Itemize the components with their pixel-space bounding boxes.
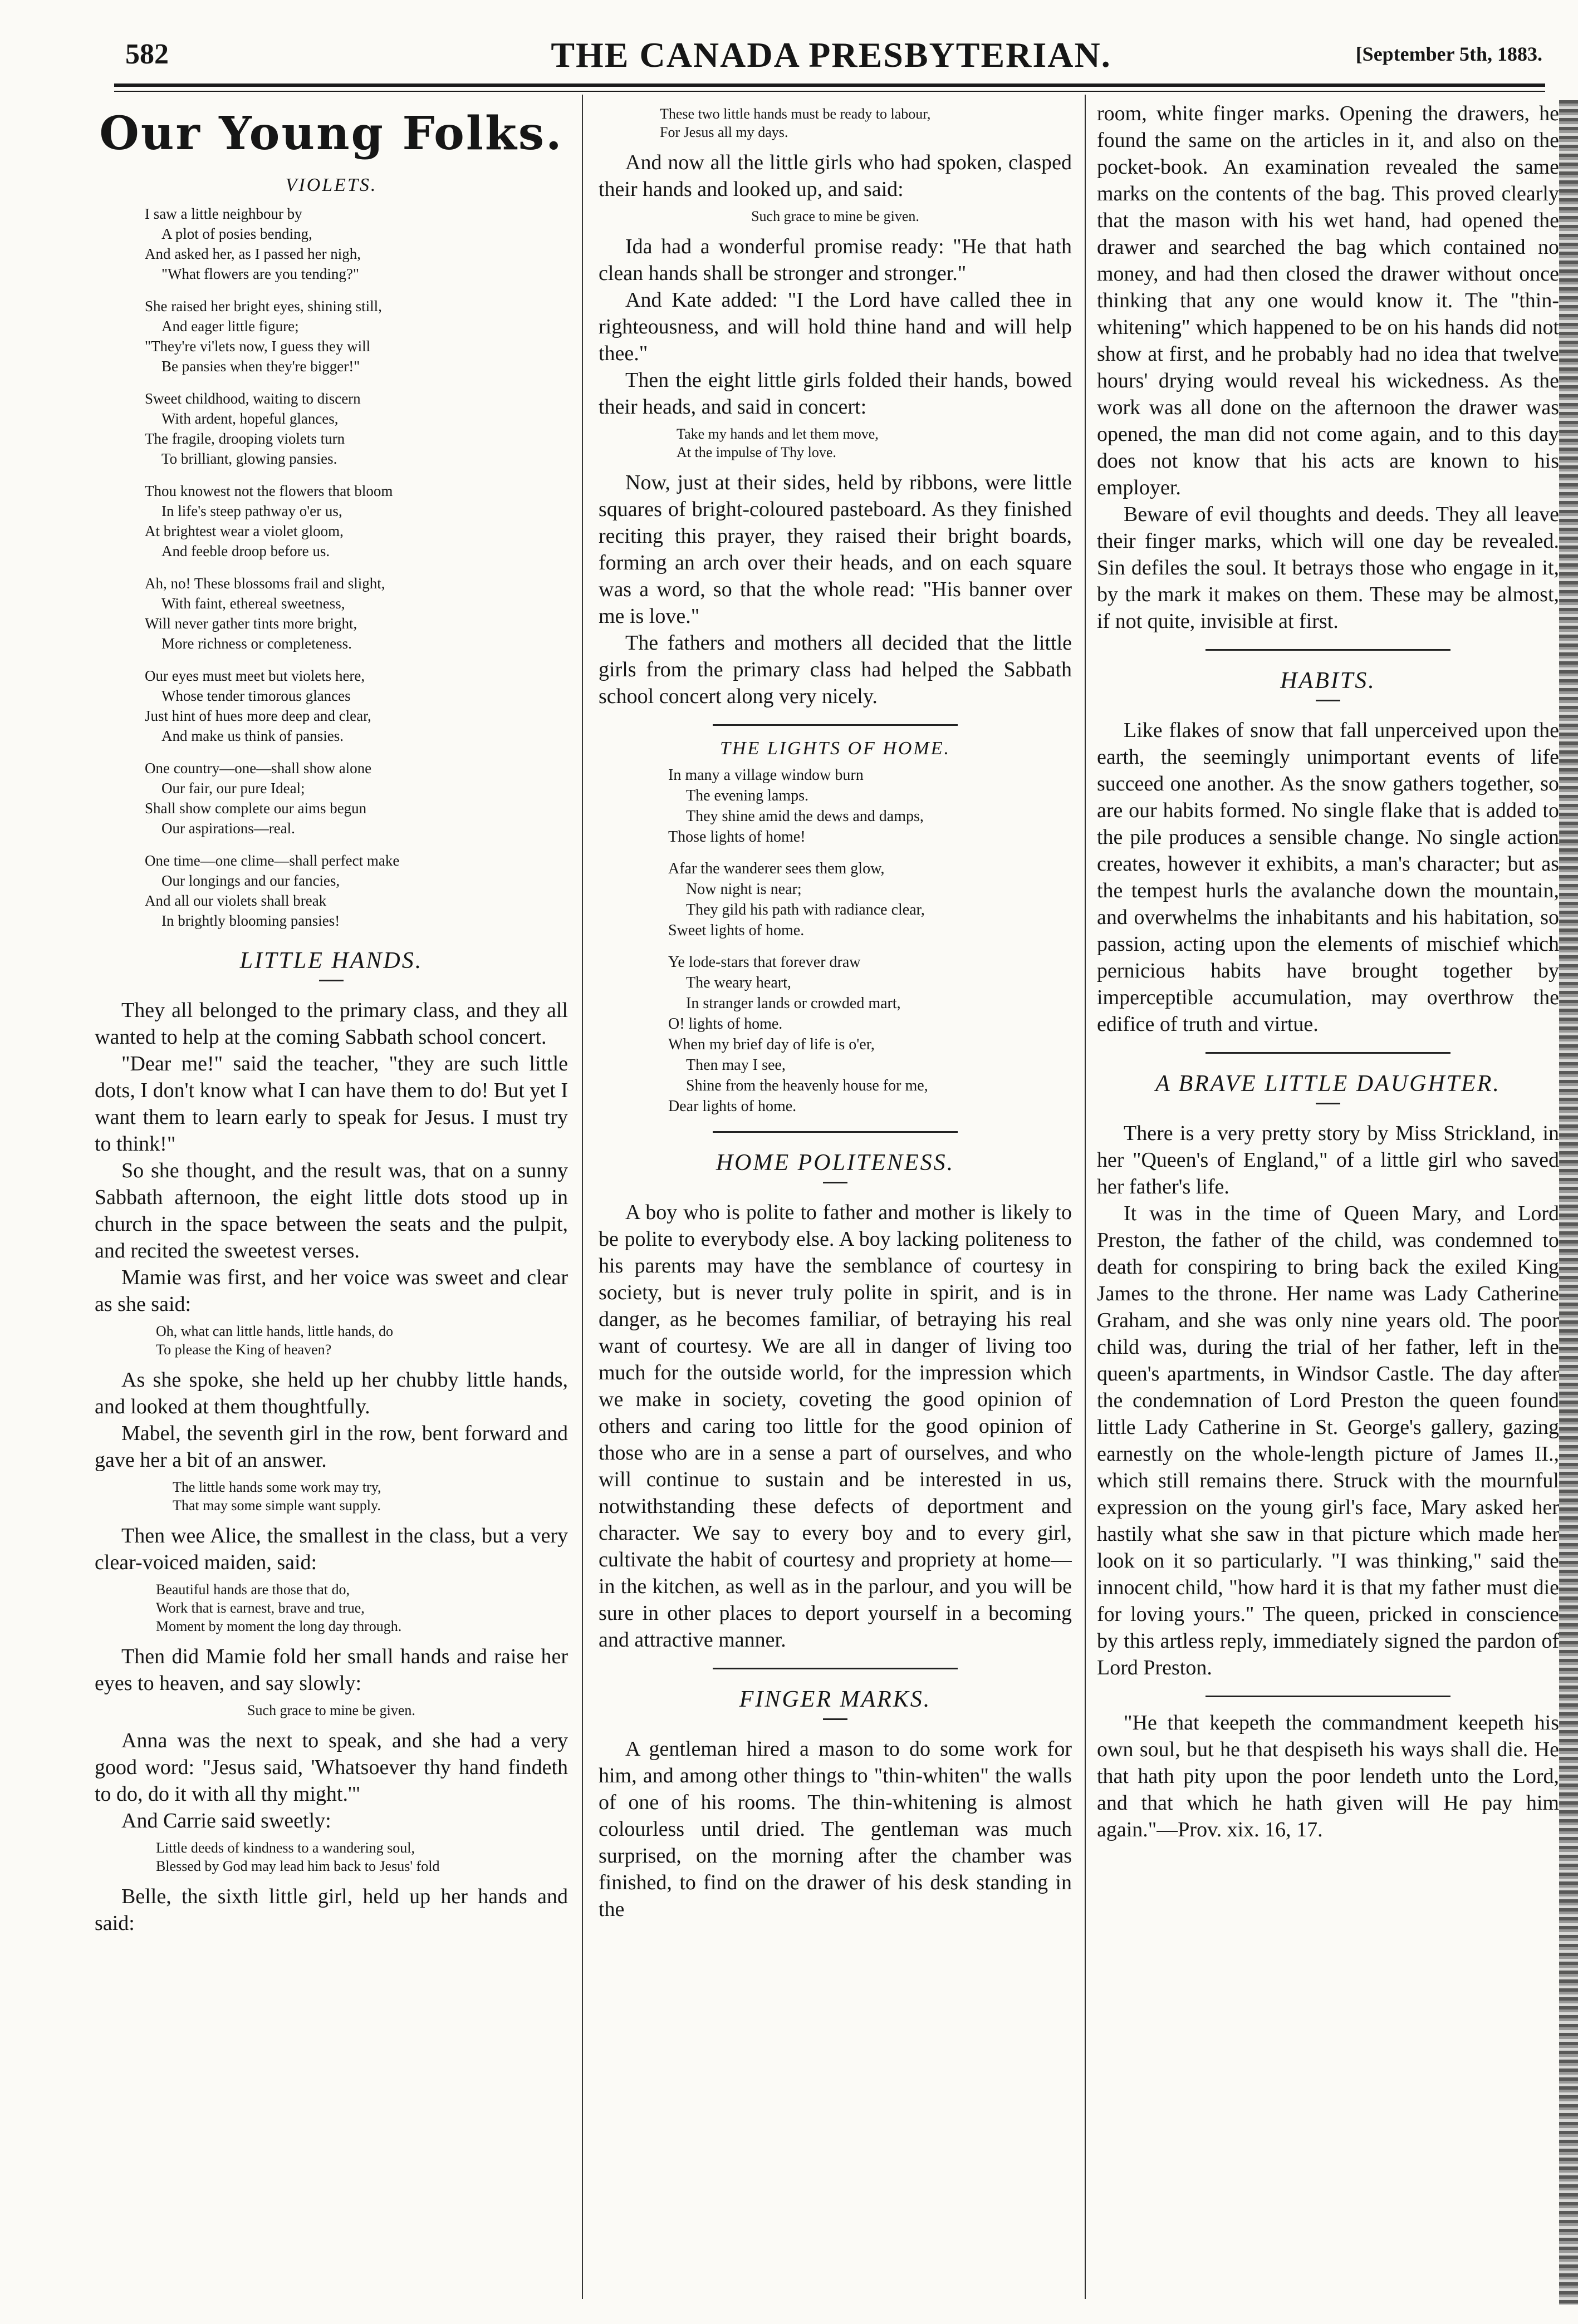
verse-line: That may some simple want supply.: [173, 1497, 381, 1514]
recited-verse: [95, 1322, 568, 1359]
poem-line: Those lights of home!: [668, 828, 806, 846]
column-2: [599, 100, 1072, 2305]
recited-verse: [95, 1701, 568, 1719]
poem-line: Dear lights of home.: [668, 1098, 797, 1115]
violets-title: VIOLETS.: [285, 175, 378, 195]
recited-verse: [599, 105, 1072, 141]
verse-line: Blessed by God may lead him back to Jesus' fold: [156, 1858, 440, 1874]
poem-line: In brightly blooming pansies!: [161, 912, 340, 929]
title-rule: [823, 1182, 847, 1183]
violets-poem: [145, 204, 568, 931]
paragraph: room, white finger marks. Opening the drawers, he found the same on the articles in it, and also on the pocket-book. An examination revealed the same marks on the contents of the bag. This proved clearly that the mason with his wet hand, had opened the drawer and searched the bag which contained no money, and had then closed the drawer without once thinking that any one would know it. The "thin-whitening" which happened to be on his hands did not show at first, and he probably had no idea that twelve hours' drying would reveal his wickedness. As the work was all done on the afternoon the drawer was opened, the man did not come again, and to this day does not know that his acts are known to his employer.: [1097, 102, 1559, 499]
paragraph: Belle, the sixth little girl, held up her hands and said:: [95, 1885, 568, 1935]
poem-line: Sweet lights of home.: [668, 922, 805, 939]
poem-line: Will never gather tints more bright,: [145, 615, 357, 632]
poem-stanza: [145, 389, 568, 469]
poem-line: "What flowers are you tending?": [161, 266, 359, 282]
poem-line: Ye lode-stars that forever draw: [668, 954, 861, 971]
verse-line: Oh, what can little hands, little hands, do: [156, 1323, 394, 1339]
recited-verse: [95, 1478, 568, 1515]
paragraph: Mamie was first, and her voice was sweet and clear as she said:: [95, 1266, 568, 1316]
paragraph: A gentleman hired a mason to do some work for him, and among other things to "thin-whiten" the walls of one of his rooms. The thin-whitening is almost colourless until dried. The gentleman was much surprised, on the morning after the chamber was finished, to find on the drawer of his desk standing in the: [599, 1737, 1072, 1921]
verse-line: Such grace to mine be given.: [247, 1702, 415, 1718]
recited-verse: [95, 1839, 568, 1875]
poem-line: Our eyes must meet but violets here,: [145, 667, 365, 684]
poem-line: And make us think of pansies.: [161, 728, 344, 744]
recited-verse: [599, 425, 1072, 461]
page-header: [120, 35, 1542, 73]
poem-line: And all our violets shall break: [145, 892, 327, 909]
header-rule-thin: [114, 91, 1545, 92]
home-politeness-title: HOME POLITENESS.: [716, 1150, 955, 1176]
poem-stanza: [145, 573, 568, 654]
poem-line: At brightest wear a violet gloom,: [145, 523, 344, 539]
column-3: [1097, 100, 1559, 2305]
paragraph: Beware of evil thoughts and deeds. They all leave their finger marks, which will one day be revealed. Sin defiles the soul. It betrays those who engage in it, by the mark it makes on them. These may be almost, if not quite, invisible at first.: [1097, 503, 1559, 633]
poem-line: "They're vi'lets now, I guess they will: [145, 338, 371, 355]
poem-line: They shine amid the dews and damps,: [686, 808, 924, 825]
poem-stanza: [145, 758, 568, 838]
verse-line: Work that is earnest, brave and true,: [156, 1600, 365, 1616]
poem-line: Our aspirations—real.: [161, 820, 295, 837]
section-title: Our Young Folks.: [99, 107, 563, 160]
verse-line: At the impulse of Thy love.: [677, 444, 836, 460]
paragraph: There is a very pretty story by Miss Strickland, in her "Queen's of England," of a little girl who saved her father's life.: [1097, 1122, 1559, 1198]
paragraph: The fathers and mothers all decided that the little girls from the primary class had helped the Sabbath school concert along very nicely.: [599, 631, 1072, 708]
poem-line: The evening lamps.: [686, 787, 809, 804]
paragraph: And Carrie said sweetly:: [121, 1809, 331, 1832]
poem-line: Then may I see,: [686, 1057, 786, 1074]
poem-line: She raised her bright eyes, shining still,: [145, 298, 382, 315]
poem-line: More richness or completeness.: [161, 635, 352, 652]
poem-line: And eager little figure;: [161, 318, 299, 335]
section-rule: [1205, 1052, 1450, 1054]
poem-line: And feeble droop before us.: [161, 543, 330, 559]
poem-line: Ah, no! These blossoms frail and slight,: [145, 575, 385, 592]
poem-line: In stranger lands or crowded mart,: [686, 995, 901, 1012]
page-edge-shadow: [1559, 100, 1578, 2305]
verse-line: Moment by moment the long day through.: [156, 1618, 402, 1634]
verse-line: To please the King of heaven?: [156, 1342, 332, 1358]
habits-title: HABITS.: [1280, 668, 1376, 694]
paragraph: "Dear me!" said the teacher, "they are such little dots, I don't know what I can have them to do! But yet I want them to learn early to speak for Jesus. I must try to think!": [95, 1052, 568, 1156]
poem-line: Whose tender timorous glances: [161, 687, 351, 704]
poem-stanza: [145, 204, 568, 284]
poem-line: In many a village window burn: [668, 767, 864, 784]
poem-stanza: [668, 952, 1072, 1117]
poem-line: Thou knowest not the flowers that bloom: [145, 483, 393, 499]
recited-verse: [599, 207, 1072, 225]
paragraph: Then the eight little girls folded their hands, bowed their heads, and said in concert:: [599, 369, 1072, 419]
poem-line: With faint, ethereal sweetness,: [161, 595, 345, 612]
paragraph: Anna was the next to speak, and she had a very good word: "Jesus said, 'Whatsoever thy hand findeth to do, do it with all thy might.'": [95, 1729, 568, 1806]
poem-line: Our fair, our pure Ideal;: [161, 780, 305, 797]
verse-line: Beautiful hands are those that do,: [156, 1581, 350, 1598]
issue-date: [September 5th, 1883.: [1355, 43, 1542, 65]
paragraph: Then did Mamie fold her small hands and raise her eyes to heaven, and say slowly:: [95, 1645, 568, 1695]
paragraph: They all belonged to the primary class, and they all wanted to help at the coming Sabbath school concert.: [95, 999, 568, 1049]
title-rule: [1316, 700, 1340, 701]
proverb-quote: "He that keepeth the commandment keepeth his own soul, but he that despiseth his ways shall die. He that hath pity upon the poor lendeth unto the Lord, and that which he hath given will He pay him again."—Prov. xix. 16, 17.: [1097, 1711, 1559, 1841]
section-rule: [713, 724, 958, 726]
title-rule: [823, 1718, 847, 1720]
poem-line: O! lights of home.: [668, 1015, 783, 1033]
verse-line: These two little hands must be ready to labour,: [660, 106, 931, 122]
masthead: THE CANADA PRESBYTERIAN.: [551, 35, 1111, 75]
poem-stanza: [668, 765, 1072, 847]
poem-line: Be pansies when they're bigger!": [161, 358, 360, 375]
poem-line: They gild his path with radiance clear,: [686, 901, 925, 918]
poem-line: I saw a little neighbour by: [145, 205, 302, 222]
paragraph: Like flakes of snow that fall unperceived upon the earth, the seemingly unimportant events of life succeed one another. As the snow gathers together, so are our habits formed. No single flake that is added to the pile produces a sensible change. No single action creates, however it exhibits, a man's character; but as the tempest hurls the avalanche down the mountain, and overwhelms the inhabitants and his habitation, so passion, acting upon the elements of mischief which pernicious habits have brought together by imperceptible accumulation, may overthrow the edifice of truth and virtue.: [1097, 719, 1559, 1036]
poem-line: To brilliant, glowing pansies.: [161, 450, 337, 467]
poem-line: And asked her, as I passed her nigh,: [145, 245, 361, 262]
verse-line: For Jesus all my days.: [660, 124, 788, 140]
poem-line: Our longings and our fancies,: [161, 872, 340, 889]
brave-daughter-title: A BRAVE LITTLE DAUGHTER.: [1155, 1071, 1501, 1097]
section-rule: [713, 1668, 958, 1669]
poem-line: In life's steep pathway o'er us,: [161, 503, 342, 519]
column-1: [95, 100, 568, 2305]
verse-line: The little hands some work may try,: [173, 1479, 381, 1495]
poem-line: The fragile, drooping violets turn: [145, 430, 345, 447]
poem-line: Shine from the heavenly house for me,: [686, 1077, 928, 1094]
paragraph: Then wee Alice, the smallest in the class, but a very clear-voiced maiden, said:: [95, 1524, 568, 1574]
paragraph: As she spoke, she held up her chubby little hands, and looked at them thoughtfully.: [95, 1368, 568, 1418]
poem-line: Sweet childhood, waiting to discern: [145, 390, 361, 407]
recited-verse: [95, 1580, 568, 1635]
paragraph: And Kate added: "I the Lord have called thee in righteousness, and will hold thine hand and will help thee.": [599, 288, 1072, 365]
paragraph: Mabel, the seventh girl in the row, bent forward and gave her a bit of an answer.: [95, 1422, 568, 1472]
poem-line: A plot of posies bending,: [161, 225, 312, 242]
paragraph: Ida had a wonderful promise ready: "He that hath clean hands shall be stronger and stronger.": [599, 235, 1072, 285]
section-rule: [713, 1131, 958, 1133]
section-rule: [1205, 1696, 1450, 1697]
poem-stanza: [145, 851, 568, 931]
poem-line: Afar the wanderer sees them glow,: [668, 860, 885, 877]
poem-line: With ardent, hopeful glances,: [161, 410, 339, 427]
lights-of-home-poem: [668, 765, 1072, 1117]
title-rule: [319, 980, 344, 981]
section-rule: [1205, 649, 1450, 651]
column-divider-2: [1085, 95, 1086, 2299]
paragraph: And now all the little girls who had spoken, clasped their hands and looked up, and said:: [599, 151, 1072, 201]
poem-stanza: [668, 858, 1072, 941]
verse-line: Little deeds of kindness to a wandering soul,: [156, 1840, 415, 1856]
paragraph: So she thought, and the result was, that on a sunny Sabbath afternoon, the eight little dots stood up in church in the space between the seats and the pulpit, and recited the sweetest verses.: [95, 1159, 568, 1262]
poem-line: When my brief day of life is o'er,: [668, 1036, 875, 1053]
poem-line: The weary heart,: [686, 974, 791, 991]
poem-line: One country—one—shall show alone: [145, 760, 372, 777]
finger-marks-title: FINGER MARKS.: [739, 1687, 932, 1712]
title-rule: [1316, 1103, 1340, 1104]
verse-line: Take my hands and let them move,: [677, 426, 879, 442]
paragraph: A boy who is polite to father and mother is likely to be polite to everybody else. A boy lacking politeness to his parents may have the semblance of courtesy in society, but is never truly polite in spirit, and is in danger, as he becomes familiar, of betraying his real want of courtesy. We are all in danger of living too much for the outside world, for the impression which we make in society, coveting the good opinion of others and caring too little for the good opinion of those who are in a sense a part of ourselves, and who will continue to sustain and be interested in us, notwithstanding these defects of deportment and character. We say to every boy and to every girl, cultivate the habit of courtesy and propriety at home—in the kitchen, as well as in the parlour, and you will be sure in other places to deport yourself in a becoming and attractive manner.: [599, 1201, 1072, 1652]
poem-line: Now night is near;: [686, 881, 802, 898]
header-rule-thick: [114, 83, 1545, 87]
paragraph: It was in the time of Queen Mary, and Lord Preston, the father of the child, was condemned to death for conspiring to bring back the exiled King James to the throne. Her name was Lady Catherine Graham, and she was only nine years old. The poor child was, during the trial of her father, left in the queen's apartments, in Windsor Castle. The day after the condemnation of Lord Preston the queen found little Lady Catherine in St. George's gallery, gazing earnestly on the whole-length picture of James II., which still remains there. Struck with the mournful expression on the young girl's face, Mary asked her hastily what she saw in that picture which made her look on it so particularly. "I was thinking," said the innocent child, "how hard it is that my father must die for loving yours." The queen, pricked in conscience by this artless reply, immediately signed the pardon of Lord Preston.: [1097, 1202, 1559, 1679]
verse-line: Such grace to mine be given.: [751, 208, 919, 224]
column-divider-1: [582, 95, 583, 2299]
page-number: 582: [125, 38, 169, 70]
little-hands-title: LITTLE HANDS.: [239, 948, 423, 974]
poem-stanza: [145, 666, 568, 746]
poem-line: Shall show complete our aims begun: [145, 800, 367, 817]
poem-stanza: [145, 296, 568, 376]
poem-stanza: [145, 481, 568, 561]
poem-line: Just hint of hues more deep and clear,: [145, 707, 371, 724]
poem-line: One time—one clime—shall perfect make: [145, 852, 400, 869]
lights-of-home-title: THE LIGHTS OF HOME.: [720, 738, 950, 759]
paragraph: Now, just at their sides, held by ribbons, were little squares of bright-coloured pasteboard. As they finished reciting this prayer, they raised their bright boards, forming an arch over their heads, and on each square was a word, so that the whole read: "His banner over me is love.": [599, 471, 1072, 628]
